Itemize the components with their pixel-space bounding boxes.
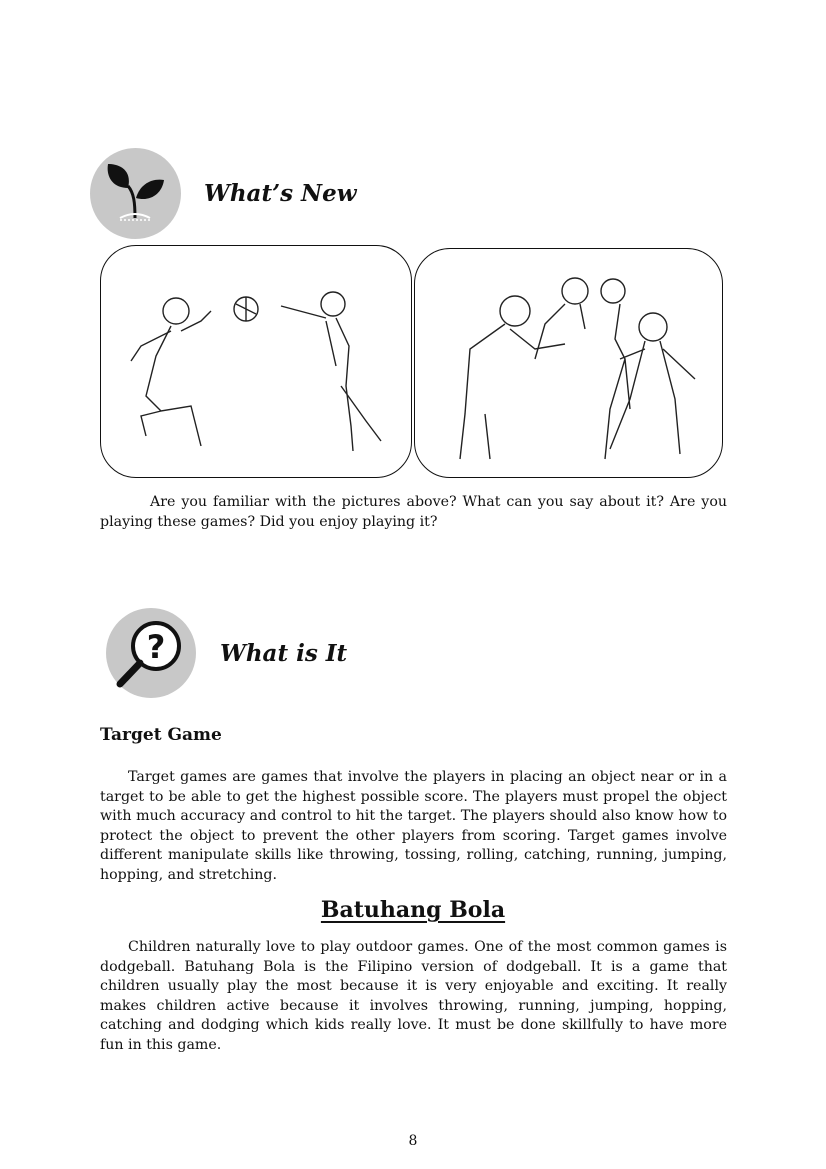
target-game-heading: Target Game <box>100 725 222 745</box>
whats-new-title: What’s New <box>204 180 357 207</box>
whats-new-question <box>100 493 727 532</box>
dodgeball-picture <box>100 245 412 478</box>
batuhang-bola-title <box>0 897 826 923</box>
whats-new-icon-circle <box>90 148 181 239</box>
magnifier-question-icon <box>106 608 196 698</box>
whats-new-question-text: Are you familiar with the pictures above? What can you say about it? Are you playing these games? Did you enjoy playing it? <box>100 494 727 530</box>
page-number: 8 <box>408 1133 418 1149</box>
batuhang-bola-title-text: Batuhang Bola <box>320 897 506 923</box>
target-game-text: Target games are games that involve the players in placing an object near or in a target to be able to get the highest possible score. The players must propel the object with much accuracy and control to hit the target. The players should also know how to protect the object to prevent the other players from scoring. Target games involve different manipulate skills like throwing, tossing, rolling, catching, running, jumping, hopping, and stretching. <box>100 769 727 883</box>
target-game-picture <box>414 248 723 478</box>
sprout-icon <box>90 148 181 239</box>
children-throwing-ball-illustration <box>101 246 411 477</box>
what-is-it-title: What is It <box>220 640 348 667</box>
what-is-it-icon-circle <box>106 608 196 698</box>
target-game-paragraph <box>100 768 727 886</box>
svg-text:?: ? <box>146 628 166 666</box>
children-playing-illustration <box>415 249 722 477</box>
batuhang-bola-text: Children naturally love to play outdoor games. One of the most common games is dodgeball. Batuhang Bola is the Filipino version of dodgeball. It is a game that children usually play the most because it is very enjoyable and exciting. It really makes children active because it involves throwing, running, jumping, hopping, catching and dodging which kids really love. It must be done skillfully to have more fun in this game. <box>100 939 727 1053</box>
batuhang-bola-paragraph <box>100 938 727 1056</box>
